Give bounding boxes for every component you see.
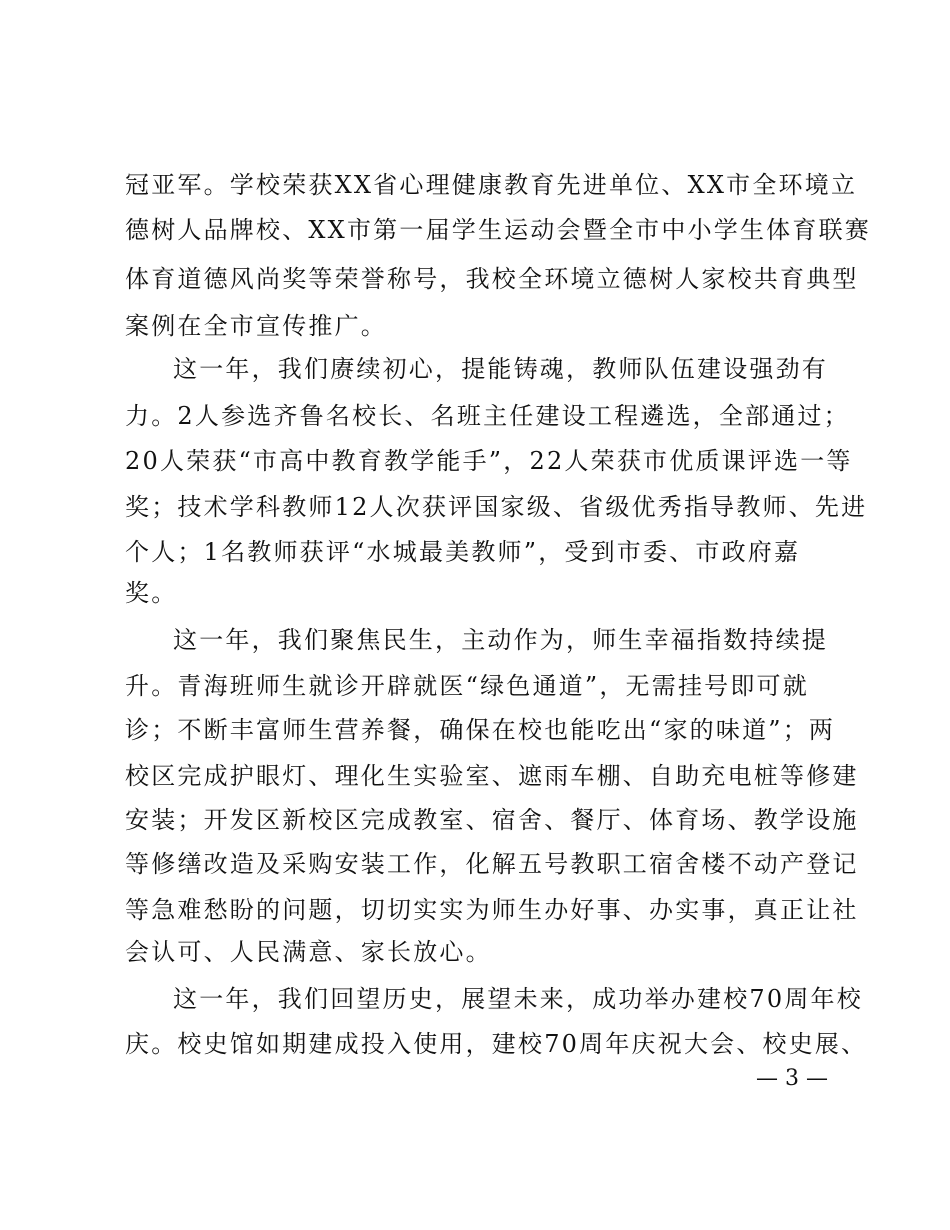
paragraph-first-line: 这一年，我们赓续初心，提能铸魂，教师队伍建设强劲有 [173, 355, 828, 383]
text-line: 校区完成护眼灯、理化生实验室、遮雨车棚、自助充电桩等修建 [125, 762, 859, 790]
text-line: 安装；开发区新校区完成教室、宿舍、餐厅、体育场、教学设施 [125, 806, 859, 834]
page-number: — 3 — [756, 1066, 828, 1091]
text-line: 案例在全市宣传推广。 [125, 312, 387, 340]
text-line: 德树人品牌校、XX市第一届学生运动会暨全市中小学生体育联赛 [125, 216, 871, 244]
text-line: 升。青海班师生就诊开辟就医“绿色通道”，无需挂号即可就 [125, 672, 809, 700]
text-line: 体育道德风尚奖等荣誉称号，我校全环境立德树人家校共育典型 [125, 265, 859, 293]
text-line: 力。2人参选齐鲁名校长、名班主任建设工程遴选，全部通过； [125, 402, 850, 430]
text-line: 奖。 [125, 579, 178, 607]
text-line: 个人；1名教师获评“水城最美教师”，受到市委、市政府嘉 [125, 538, 801, 566]
text-line: 诊；不断丰富师生营养餐，确保在校也能吃出“家的味道”；两 [125, 716, 836, 744]
text-line: 冠亚军。学校荣获XX省心理健康教育先进单位、XX市全环境立 [125, 171, 858, 199]
paragraph-first-line: 这一年，我们聚焦民生，主动作为，师生幸福指数持续提 [173, 626, 828, 654]
text-line: 会认可、人民满意、家长放心。 [125, 938, 492, 966]
text-line: 庆。校史馆如期建成投入使用，建校70周年庆祝大会、校史展、 [125, 1030, 868, 1058]
text-line: 奖；技术学科教师12人次获评国家级、省级优秀指导教师、先进 [125, 493, 868, 521]
paragraph-first-line: 这一年，我们回望历史，展望未来，成功举办建校70周年校 [173, 985, 863, 1013]
text-line: 20人荣获“市高中教育教学能手”，22人荣获市优质课评选一等 [125, 447, 853, 475]
text-line: 等急难愁盼的问题，切切实实为师生办好事、办实事，真正让社 [125, 896, 859, 924]
text-line: 等修缮改造及采购安装工作，化解五号教职工宿舍楼不动产登记 [125, 850, 859, 878]
